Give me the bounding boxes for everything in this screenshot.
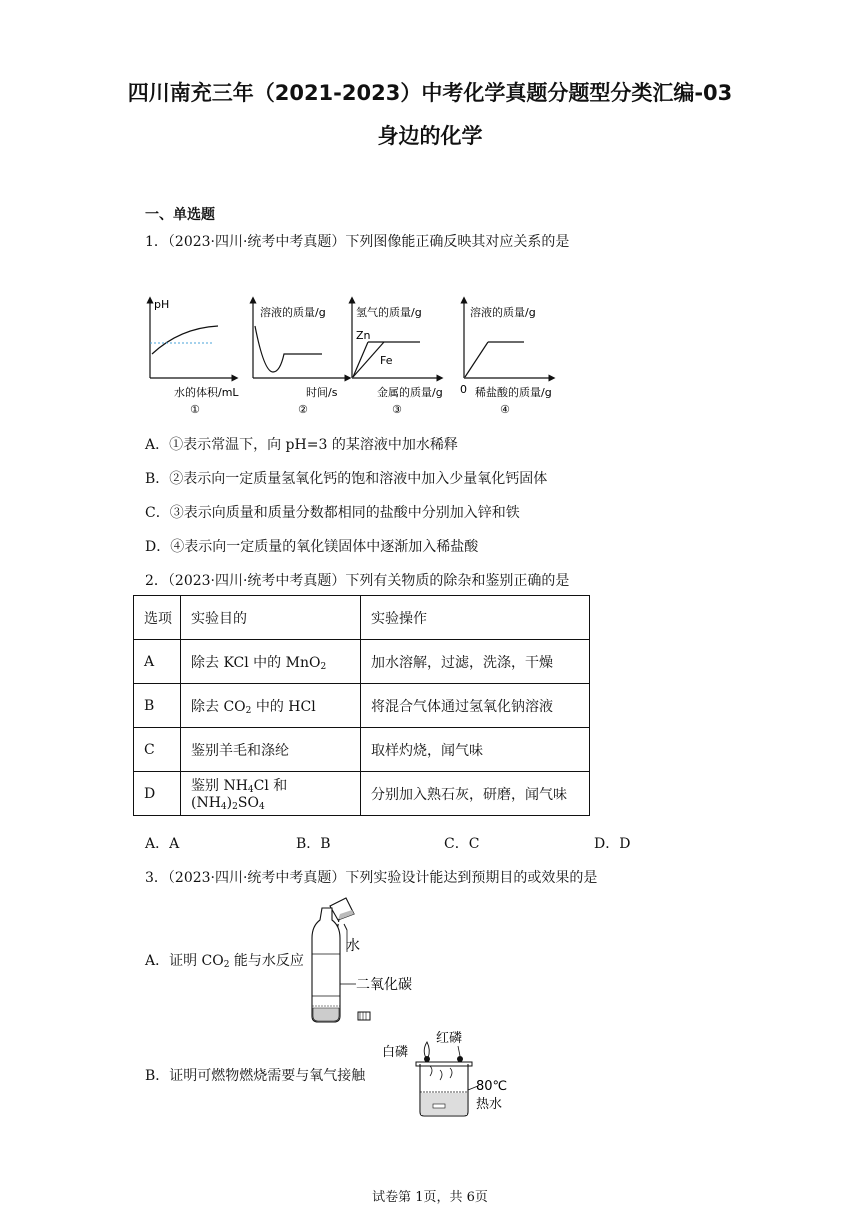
graph-1-xlabel: 水的体积/mL: [174, 386, 239, 399]
temperature-label: 80℃: [476, 1079, 508, 1094]
table-row: [134, 684, 590, 728]
table-cell-operation: 取样灼烧，闻气味: [361, 728, 590, 772]
table-cell-operation: 分别加入熟石灰，研磨，闻气味: [361, 772, 590, 816]
copper-plate: [416, 1062, 472, 1066]
table-cell-goal: 除去 KCl 中的 MnO$_2$: [181, 640, 361, 684]
beaker-icon: [420, 1064, 468, 1116]
white-phosphorus-label: 白磷: [382, 1045, 409, 1060]
table-row: [134, 772, 590, 816]
table-cell-option: A: [134, 640, 181, 684]
q3-option-b: B．证明可燃物燃烧需要与氧气接触: [145, 1068, 366, 1084]
graph-4-number: ④: [500, 403, 510, 416]
table-cell-goal: 除去 $CO_2$ 中的 HCl: [181, 684, 361, 728]
doc-title-line1: 四川南充三年（2021-2023）中考化学真题分题型分类汇编-03: [127, 81, 733, 105]
graph-3-series-zn: Zn: [356, 329, 371, 342]
hot-water-label: 热水: [476, 1097, 503, 1112]
table-cell-operation: 将混合气体通过氢氧化钠溶液: [361, 684, 590, 728]
flame-icon: [424, 1042, 430, 1062]
graph-3-number: ③: [392, 403, 402, 416]
graph-4-xlabel: 稀盐酸的质量/g: [475, 386, 552, 399]
graph-2-xlabel: 时间/s: [306, 386, 338, 399]
q1-option-c: C．③表示向质量和质量分数都相同的盐酸中分别加入锌和铁: [145, 505, 520, 521]
q1-option-a: A．①表示常温下，向 pH=3 的某溶液中加水稀释: [145, 437, 458, 453]
graph-3-xlabel: 金属的质量/g: [377, 386, 443, 399]
graph-3: [352, 300, 443, 416]
table-header-cell: 实验目的: [181, 596, 361, 640]
q2-table: [133, 595, 590, 816]
red-phosphorus-dot: [457, 1056, 463, 1062]
q1-option-b: B．②表示向一定质量氢氧化钙的饱和溶液中加入少量氧化钙固体: [145, 471, 548, 487]
q1-graphs: [140, 292, 600, 427]
table-cell-goal: 鉴别 $NH_4Cl$ 和$(NH_4)_2SO_4$: [181, 772, 361, 816]
q2-answer-b: B．B: [296, 836, 331, 852]
graph-1: [150, 298, 239, 416]
table-header-cell: 选项: [134, 596, 181, 640]
q3-option-a: A．证明 $CO_2$ 能与水反应: [145, 953, 304, 970]
q2-answer-a: A．A: [145, 836, 180, 852]
section-heading: 一、单选题: [145, 207, 215, 223]
bottle-co2-figure: [300, 892, 430, 1028]
red-phosphorus-label: 红磷: [436, 1031, 463, 1046]
q2-answer-c: C．C: [444, 836, 480, 852]
table-row: [134, 728, 590, 772]
q2-answer-d: D．D: [594, 836, 631, 852]
graph-3-series-fe: Fe: [380, 354, 393, 367]
doc-title-line2: 身边的化学: [377, 124, 483, 148]
table-cell-operation: 加水溶解，过滤，洗涤，干燥: [361, 640, 590, 684]
table-cell-option: B: [134, 684, 181, 728]
graph-4-ylabel: 溶液的质量/g: [470, 306, 536, 319]
graph-4-origin: 0: [460, 383, 467, 396]
q2-answer-options: [0, 833, 860, 853]
table-cell-option: C: [134, 728, 181, 772]
bottle-cap-icon: [358, 1012, 370, 1020]
q1-stem: 1．（2023·四川·统考中考真题）下列图像能正确反映其对应关系的是: [145, 234, 570, 250]
q2-stem: 2．（2023·四川·统考中考真题）下列有关物质的除杂和鉴别正确的是: [145, 573, 570, 589]
graph-3-ylabel: 氢气的质量/g: [356, 306, 422, 319]
q3-stem: 3．（2023·四川·统考中考真题）下列实验设计能达到预期目的或效果的是: [145, 870, 598, 886]
q1-option-d: D．④表示向一定质量的氧化镁固体中逐渐加入稀盐酸: [145, 539, 479, 555]
table-row: [134, 640, 590, 684]
graph-4: [460, 300, 552, 416]
table-cell-goal: 鉴别羊毛和涤纶: [181, 728, 361, 772]
graph-2-number: ②: [298, 403, 308, 416]
page-footer: 试卷第 1页，共 6页: [372, 1190, 488, 1205]
graph-2: [253, 300, 348, 416]
combustion-figure: [378, 1028, 508, 1120]
water-cup-icon: [330, 898, 354, 920]
table-header-cell: 实验操作: [361, 596, 590, 640]
water-label: 水: [346, 938, 360, 954]
graph-1-number: ①: [190, 403, 200, 416]
co2-gas-label: 二氧化碳: [356, 977, 412, 993]
table-header-row: [134, 596, 590, 640]
table-cell-option: D: [134, 772, 181, 816]
graph-1-ylabel: pH: [154, 298, 170, 311]
plastic-bottle-icon: [312, 908, 340, 1022]
graph-2-ylabel: 溶液的质量/g: [260, 306, 326, 319]
